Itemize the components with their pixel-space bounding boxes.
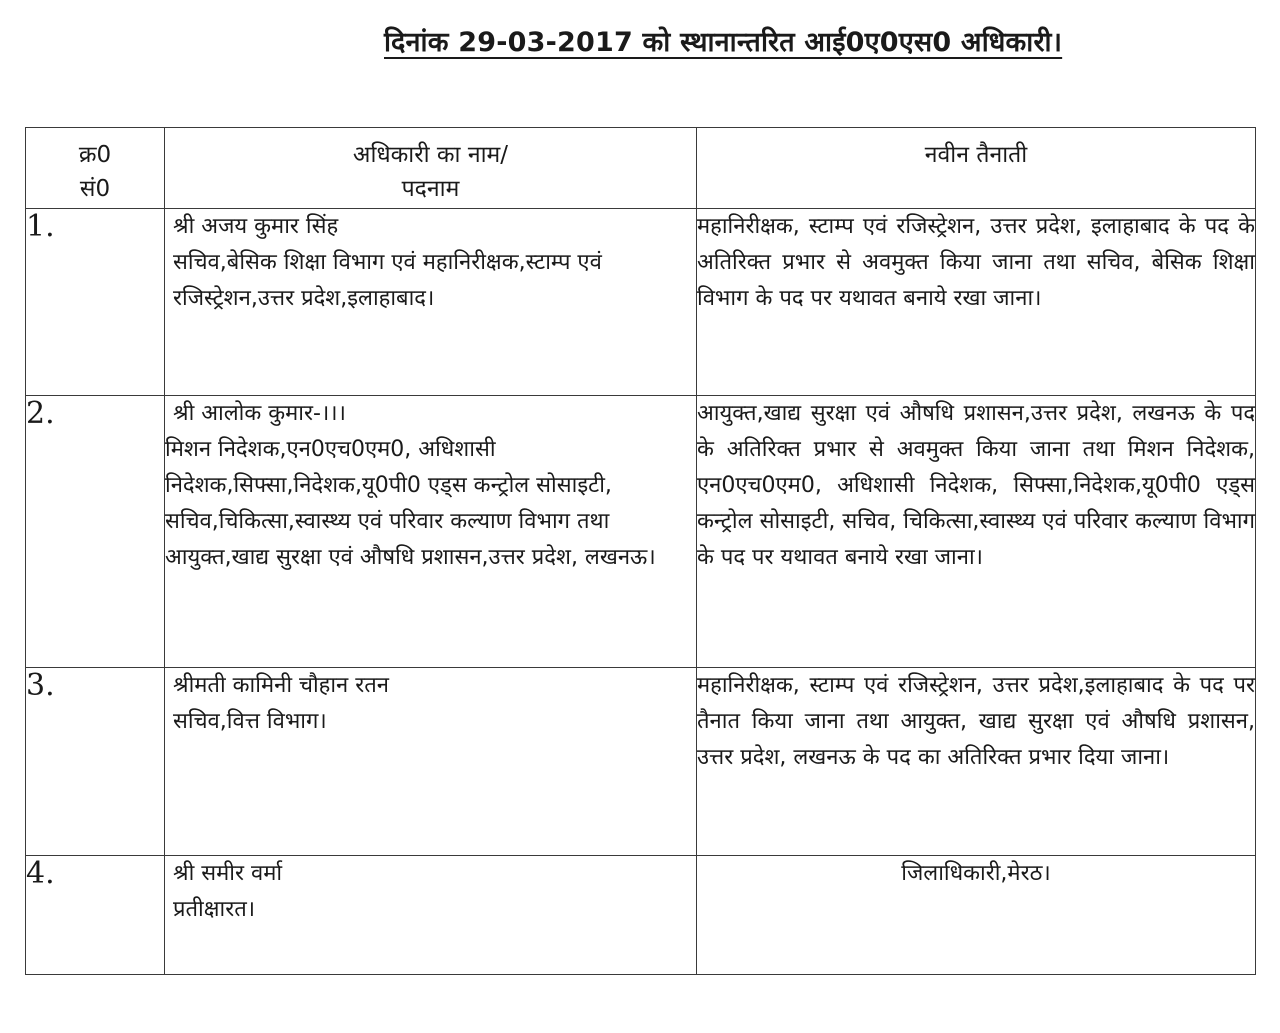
officer-cell — [165, 856, 697, 975]
officer-header-line1: अधिकारी का नाम/ — [352, 142, 509, 168]
officer-name: श्री आलोक कुमार-।।। — [173, 401, 346, 426]
new-posting-cell: महानिरीक्षक, स्टाम्प एवं रजिस्ट्रेशन, उत्तर प्रदेश, इलाहाबाद के पद के अतिरिक्त प्रभार से अवमुक्त किया जाना तथा सचिव, बेसिक शिक्षा विभाग के पद पर यथावत बनाये रखा जाना। — [697, 209, 1256, 396]
table-row — [26, 668, 1256, 856]
officer-name: श्रीमती कामिनी चौहान रतन — [173, 673, 390, 698]
new-posting-cell: जिलाधिकारी,मेरठ। — [697, 856, 1256, 975]
document-title: दिनांक 29-03-2017 को स्थानान्तरित आई0ए0एस0 अधिकारी। — [384, 27, 1063, 58]
new-posting-cell: महानिरीक्षक, स्टाम्प एवं रजिस्ट्रेशन, उत्तर प्रदेश,इलाहाबाद के पद पर तैनात किया जाना तथा आयुक्त, खाद्य सुरक्षा एवं औषधि प्रशासन, उत्तर प्रदेश, लखनऊ के पद का अतिरिक्त प्रभार दिया जाना। — [697, 668, 1256, 856]
officer-cell — [165, 209, 697, 396]
officer-name: श्री अजय कुमार सिंह — [173, 214, 339, 239]
table-row — [26, 396, 1256, 668]
serial-cell: 3. — [26, 668, 165, 856]
officer-name: श्री समीर वर्मा — [173, 861, 283, 886]
officer-header — [165, 128, 697, 209]
officer-designation: सचिव,वित्त विभाग। — [173, 709, 327, 734]
officer-designation: सचिव,बेसिक शिक्षा विभाग एवं महानिरीक्षक,स्टाम्प एवं रजिस्ट्रेशन,उत्तर प्रदेश,इलाहाबाद। — [173, 250, 602, 311]
serial-header-line1: क्र0 — [78, 142, 112, 168]
posting-header — [697, 128, 1256, 209]
serial-header — [26, 128, 165, 209]
officer-designation: प्रतीक्षारत। — [173, 897, 256, 922]
transfer-table — [25, 127, 1256, 975]
serial-cell: 4. — [26, 856, 165, 975]
officer-header-line2: पदनाम — [401, 176, 460, 202]
header-row — [26, 128, 1256, 209]
serial-cell: 2. — [26, 396, 165, 668]
posting-header-text: नवीन तैनाती — [924, 142, 1028, 168]
table-row — [26, 856, 1256, 975]
table-row — [26, 209, 1256, 396]
officer-designation: मिशन निदेशक,एन0एच0एम0, अधिशासी निदेशक,सिफ्सा,निदेशक,यू0पी0 एड्स कन्ट्रोल सोसाइटी, सचिव,चिकित्सा,स्वास्थ्य एवं परिवार कल्याण विभाग तथा आयुक्त,खाद्य सुरक्षा एवं औषधि प्रशासन,उत्तर प्रदेश, लखनऊ। — [165, 437, 656, 570]
officer-cell — [165, 668, 697, 856]
serial-header-line2: सं0 — [79, 176, 111, 202]
new-posting-cell: आयुक्त,खाद्य सुरक्षा एवं औषधि प्रशासन,उत्तर प्रदेश, लखनऊ के पद के अतिरिक्त प्रभार से अवमुक्त किया जाना तथा मिशन निदेशक, एन0एच0एम0, अधिशासी निदेशक, सिफ्सा,निदेशक,यू0पी0 एड्स कन्ट्रोल सोसाइटी, सचिव, चिकित्सा,स्वास्थ्य एवं परिवार कल्याण विभाग के पद पर यथावत बनाये रखा जाना। — [697, 396, 1256, 668]
serial-cell: 1. — [26, 209, 165, 396]
officer-cell — [165, 396, 697, 668]
